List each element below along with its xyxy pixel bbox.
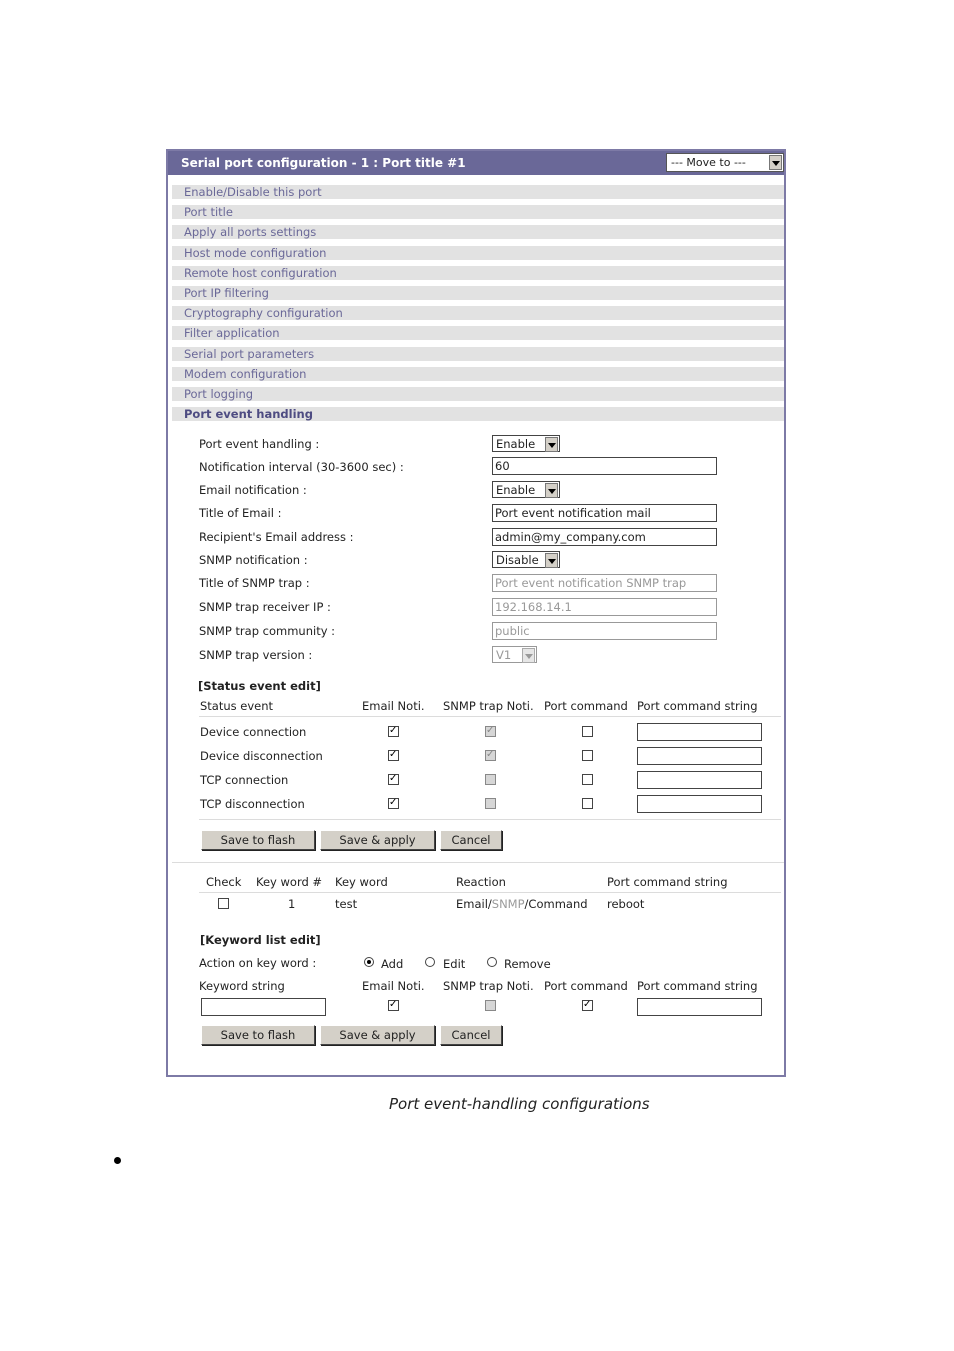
panel-title-bar: [168, 151, 784, 175]
keyword-header: Key word: [335, 875, 388, 889]
keyword-save-and-apply-button[interactable]: Save & apply: [320, 1025, 435, 1045]
snmp-notification-label: SNMP notification :: [199, 553, 308, 567]
status-event-header: Status event: [200, 699, 274, 713]
port-command-string-input[interactable]: [637, 795, 762, 813]
keyword-edit-section-title: [Keyword list edit]: [200, 933, 321, 947]
snmp-noti-checkbox[interactable]: [485, 750, 496, 761]
action-remove-radio[interactable]: [487, 957, 497, 967]
edit-port-command-checkbox[interactable]: [582, 1000, 593, 1011]
snmp-trap-community-label: SNMP trap community :: [199, 624, 336, 638]
snmp-noti-checkbox[interactable]: [485, 726, 496, 737]
section-menu: [172, 185, 784, 427]
port-event-handling-select[interactable]: [492, 435, 560, 452]
edit-email-noti-header: Email Noti.: [362, 979, 425, 993]
reaction-email: Email: [456, 897, 488, 911]
reaction-command: Command: [528, 897, 588, 911]
email-noti-header: Email Noti.: [362, 699, 425, 713]
menu-item-apply-all[interactable]: Apply all ports settings: [172, 225, 784, 239]
reaction-header: Reaction: [456, 875, 506, 889]
title-of-email-input[interactable]: Port event notification mail: [492, 504, 717, 522]
keyword-number: 1: [288, 897, 296, 911]
edit-snmp-noti-checkbox[interactable]: [485, 1000, 496, 1011]
recipient-email-input[interactable]: admin@my_company.com: [492, 528, 717, 546]
snmp-noti-checkbox[interactable]: [485, 798, 496, 809]
chevron-down-icon: [769, 155, 782, 170]
title-of-snmp-trap-input[interactable]: Port event notification SNMP trap: [492, 574, 717, 592]
snmp-notification-select[interactable]: [492, 551, 560, 568]
notification-interval-label: Notification interval (30-3600 sec) :: [199, 460, 404, 474]
chevron-down-icon: [545, 437, 558, 452]
status-event-name: Device connection: [200, 725, 307, 739]
reaction-separator: /: [487, 897, 492, 911]
keyword-cmd-string: reboot: [607, 897, 645, 911]
snmp-trap-version-value: V1: [496, 648, 512, 662]
status-event-name: TCP disconnection: [200, 797, 305, 811]
action-edit-label: Edit: [443, 957, 466, 971]
email-noti-checkbox[interactable]: [388, 726, 399, 737]
snmp-trap-version-label: SNMP trap version :: [199, 648, 313, 662]
port-command-checkbox[interactable]: [582, 798, 593, 809]
bullet-point: [114, 1157, 121, 1164]
keyword-reaction: [456, 897, 588, 911]
chevron-down-icon: [545, 483, 558, 498]
move-to-select[interactable]: [666, 153, 784, 172]
email-notification-value: Enable: [496, 483, 536, 497]
reaction-separator: /: [524, 897, 529, 911]
snmp-trap-community-input[interactable]: public: [492, 622, 717, 640]
keyword-string-input[interactable]: [201, 998, 326, 1016]
action-edit-radio[interactable]: [425, 957, 435, 967]
cancel-button[interactable]: Cancel: [440, 830, 502, 850]
panel-title: Serial port configuration - 1 : Port title #1: [181, 156, 466, 170]
keyword-row-checkbox[interactable]: [218, 898, 229, 909]
status-event-name: TCP connection: [200, 773, 289, 787]
action-remove-label: Remove: [504, 957, 551, 971]
divider: [199, 819, 781, 820]
edit-snmp-noti-header: SNMP trap Noti.: [443, 979, 534, 993]
edit-email-noti-checkbox[interactable]: [388, 1000, 399, 1011]
port-command-checkbox[interactable]: [582, 774, 593, 785]
divider: [172, 862, 784, 863]
menu-item-port-title[interactable]: Port title: [172, 205, 784, 219]
status-event-name: Device disconnection: [200, 749, 323, 763]
port-command-header: Port command: [544, 699, 628, 713]
port-command-string-input[interactable]: [637, 747, 762, 765]
save-and-apply-button[interactable]: Save & apply: [320, 830, 435, 850]
port-command-string-input[interactable]: [637, 723, 762, 741]
menu-item-modem[interactable]: Modem configuration: [172, 367, 784, 381]
status-event-section-title: [Status event edit]: [198, 679, 321, 693]
save-to-flash-button[interactable]: Save to flash: [201, 830, 315, 850]
keyword-value: test: [335, 897, 358, 911]
action-add-label: Add: [381, 957, 404, 971]
port-command-checkbox[interactable]: [582, 750, 593, 761]
menu-item-port-logging[interactable]: Port logging: [172, 387, 784, 401]
config-panel: [166, 149, 786, 1077]
move-to-value: --- Move to ---: [671, 156, 746, 169]
menu-item-serial-params[interactable]: Serial port parameters: [172, 347, 784, 361]
port-command-checkbox[interactable]: [582, 726, 593, 737]
menu-item-cryptography[interactable]: Cryptography configuration: [172, 306, 784, 320]
chevron-down-icon: [522, 648, 535, 663]
notification-interval-input[interactable]: 60: [492, 457, 717, 475]
email-notification-select[interactable]: [492, 481, 560, 498]
keyword-cmd-string-header: Port command string: [607, 875, 728, 889]
keyword-number-header: Key word #: [256, 875, 323, 889]
snmp-notification-value: Disable: [496, 553, 539, 567]
keyword-save-to-flash-button[interactable]: Save to flash: [201, 1025, 315, 1045]
divider: [199, 716, 781, 717]
port-event-handling-label: Port event handling :: [199, 437, 320, 451]
action-add-radio[interactable]: [364, 957, 374, 967]
email-noti-checkbox[interactable]: [388, 798, 399, 809]
title-of-email-label: Title of Email :: [199, 506, 282, 520]
menu-item-remote-host[interactable]: Remote host configuration: [172, 266, 784, 280]
email-noti-checkbox[interactable]: [388, 774, 399, 785]
port-command-string-header: Port command string: [637, 699, 758, 713]
snmp-noti-checkbox[interactable]: [485, 774, 496, 785]
keyword-cancel-button[interactable]: Cancel: [440, 1025, 502, 1045]
port-command-string-input[interactable]: [637, 771, 762, 789]
edit-port-command-string-header: Port command string: [637, 979, 758, 993]
keyword-string-header: Keyword string: [199, 979, 285, 993]
email-noti-checkbox[interactable]: [388, 750, 399, 761]
menu-item-enable-disable[interactable]: Enable/Disable this port: [172, 185, 784, 199]
snmp-trap-receiver-ip-input[interactable]: 192.168.14.1: [492, 598, 717, 616]
snmp-noti-header: SNMP trap Noti.: [443, 699, 534, 713]
menu-item-host-mode[interactable]: Host mode configuration: [172, 246, 784, 260]
edit-port-command-string-input[interactable]: [637, 998, 762, 1016]
divider: [199, 892, 781, 893]
email-notification-label: Email notification :: [199, 483, 307, 497]
recipient-email-label: Recipient's Email address :: [199, 530, 354, 544]
check-header: Check: [206, 875, 242, 889]
menu-item-ip-filtering[interactable]: Port IP filtering: [172, 286, 784, 300]
snmp-trap-version-select[interactable]: [492, 646, 537, 663]
snmp-trap-receiver-ip-label: SNMP trap receiver IP :: [199, 600, 331, 614]
port-event-handling-value: Enable: [496, 437, 536, 451]
menu-item-filter-application[interactable]: Filter application: [172, 326, 784, 340]
reaction-snmp: SNMP: [491, 897, 525, 911]
title-of-snmp-trap-label: Title of SNMP trap :: [199, 576, 310, 590]
menu-item-port-event-handling[interactable]: Port event handling: [172, 407, 784, 421]
action-on-keyword-label: Action on key word :: [199, 956, 317, 970]
edit-port-command-header: Port command: [544, 979, 628, 993]
figure-caption: Port event-handling configurations: [389, 1095, 650, 1113]
chevron-down-icon: [545, 553, 558, 568]
